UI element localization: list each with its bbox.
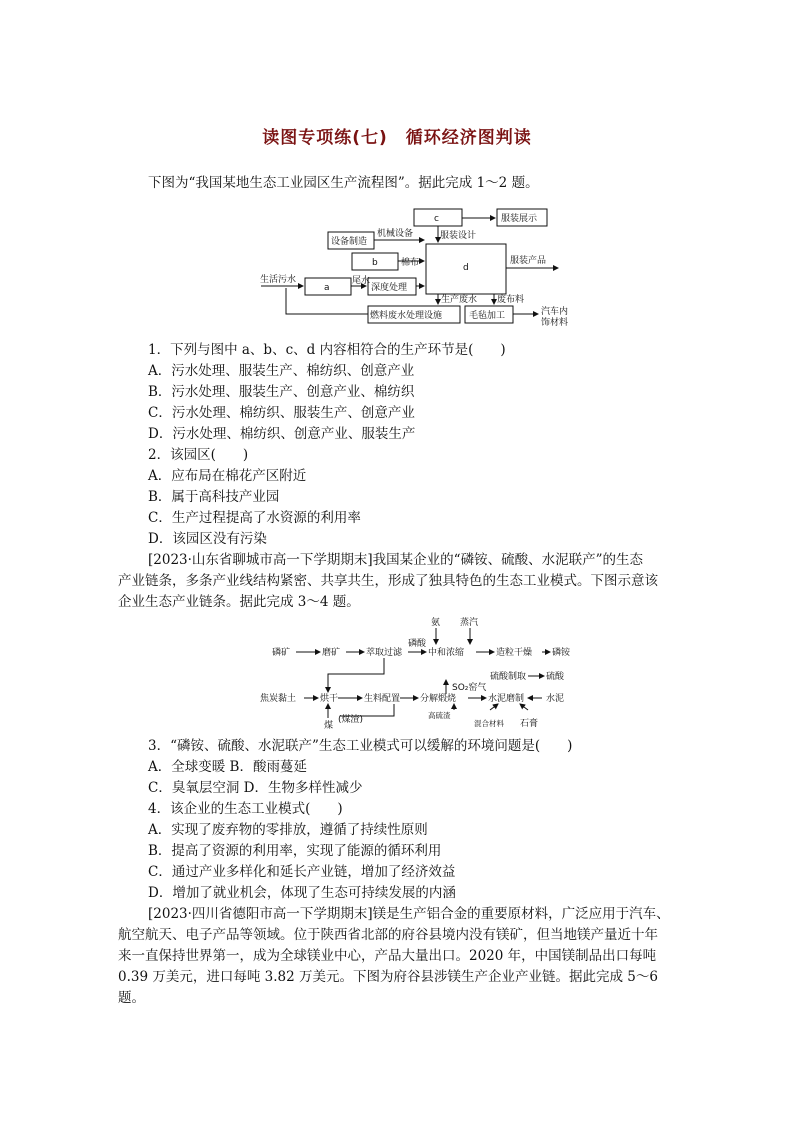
node-fuel-wastewater-facility: 燃料废水处理设施: [370, 311, 443, 321]
q3-options-cd: C．臭氧层空洞 D．生物多样性减少: [148, 780, 363, 796]
q1-option-c: C．污水处理、棉纺织、服装生产、创意产业: [148, 405, 415, 421]
intro-3-line-5: 题。: [118, 990, 145, 1006]
label-steam: 蒸汽: [460, 618, 479, 628]
q4-option-b: B．提高了资源的利用率，实现了能源的循环利用: [148, 843, 442, 859]
label-machinery-equip: 机械设备: [377, 229, 414, 239]
intro-3-line-2: 航空航天、电子产品等领域。位于陕西省北部的府谷县境内没有镁矿，但当地镁产量近十年: [118, 927, 658, 943]
q4-option-a: A．实现了废弃物的零排放，遵循了持续性原则: [148, 822, 428, 838]
node-felt-processing: 毛毡加工: [469, 311, 506, 321]
intro-3-line-3: 来一直保持世界第一，成为全球镁业中心，产品大量出口。2020 年，中国镁制品出口每吨: [118, 948, 657, 964]
label-cotton-cloth: 棉布: [401, 258, 420, 268]
q2-stem: 2．该园区( ): [148, 447, 249, 463]
eco-industrial-park-diagram: [258, 206, 578, 331]
q2-option-c: C．生产过程提高了水资源的利用率: [148, 510, 361, 526]
node-drying: 烘干: [320, 694, 339, 704]
q4-stem: 4．该企业的生态工业模式( ): [148, 801, 343, 817]
q2-option-d: D．该园区没有污染: [148, 531, 267, 547]
node-decomposition-calcination: 分解煅烧: [420, 694, 457, 704]
label-car-interior-2: 饰材料: [541, 318, 569, 328]
label-so2-gas: SO₂窑气: [452, 683, 487, 693]
node-raw-material-mix: 生料配置: [364, 694, 401, 704]
label-production-wastewater: 生产废水: [441, 295, 478, 305]
node-cement: 水泥: [546, 694, 565, 704]
intro-3-line-1: [2023·四川省德阳市高一下学期期末]镁是生产铝合金的重要原材料，广泛应用于汽车、: [148, 906, 670, 922]
node-sulfuric-acid: 硫酸: [546, 672, 565, 682]
node-a: a: [324, 283, 330, 293]
node-cement-grinding: 水泥磨制: [488, 694, 525, 704]
node-deep-treatment: 深度处理: [371, 283, 408, 293]
node-granulate-dry: 造粒干燥: [496, 648, 533, 658]
q3-stem: 3．“磷铵、硫酸、水泥联产”生态工业模式可以缓解的环境问题是( ): [148, 738, 573, 754]
intro-2-line-2: 产业链条，多条产业线结构紧密、共享共生，形成了独具特色的生态工业模式。下图示意该: [118, 573, 658, 589]
node-ammonium-phosphate: 磷铵: [552, 648, 571, 658]
node-coke-clay: 焦炭黏土: [260, 694, 297, 704]
label-car-interior-1: 汽车内: [541, 307, 569, 317]
node-b: b: [372, 258, 378, 268]
node-machinery-mfg: 设备制造: [331, 237, 368, 247]
label-coal-slag: (煤渣): [338, 715, 364, 725]
node-extraction-filter: 萃取过滤: [366, 648, 403, 658]
q1-stem: 1．下列与图中 a、b、c、d 内容相符合的生产环节是( ): [148, 342, 506, 358]
label-clothing-products: 服装产品: [510, 256, 547, 266]
q1-option-b: B．污水处理、服装生产、创意产业、棉纺织: [148, 384, 415, 400]
label-domestic-sewage: 生活污水: [260, 275, 297, 285]
node-grinding: 磨矿: [322, 648, 341, 658]
node-coal: 煤: [324, 721, 334, 731]
label-ammonia: 氨: [431, 618, 441, 628]
label-mixed-material: 混合材料: [474, 719, 504, 728]
q1-option-a: A．污水处理、服装生产、棉纺织、创意产业: [148, 363, 415, 379]
node-clothing-show: 服装展示: [501, 214, 538, 224]
node-c: c: [434, 214, 439, 224]
intro-3-line-4: 0.39 万美元，进口每吨 3.82 万美元。下图为府谷县涉镁生产企业产业链。据此完成 5～6: [118, 969, 658, 985]
intro-1: 下图为“我国某地生态工业园区生产流程图”。据此完成 1～2 题。: [148, 175, 539, 191]
q4-option-c: C．通过产业多样化和延长产业链，增加了经济效益: [148, 864, 456, 880]
label-waste-cloth: 废布料: [497, 295, 525, 305]
node-gypsum: 石膏: [520, 719, 539, 729]
label-tail-water: 尾水: [352, 276, 371, 286]
q1-option-d: D．污水处理、棉纺织、创意产业、服装生产: [148, 426, 416, 442]
q2-option-a: A．应布局在棉花产区附近: [148, 468, 307, 484]
intro-2-line-3: 企业生态产业链条。据此完成 3～4 题。: [118, 594, 360, 610]
q4-option-d: D．增加了就业机会，体现了生态可持续发展的内涵: [148, 885, 456, 901]
label-clothing-design: 服装设计: [440, 231, 477, 241]
node-neutralize-concentrate: 中和浓缩: [428, 648, 465, 658]
node-d: d: [463, 263, 469, 273]
label-high-sulfur-slag: 高硫渣: [428, 711, 451, 720]
q3-options-ab: A．全球变暖 B．酸雨蔓延: [148, 759, 307, 775]
node-phosphate-ore: 磷矿: [272, 648, 291, 658]
node-sulfuric-production: 硫酸制取: [490, 672, 527, 682]
label-phosphoric-acid: 磷酸: [408, 639, 427, 649]
eco-industrial-chain-diagram: [258, 614, 578, 732]
intro-2-line-1: [2023·山东省聊城市高一下学期期末]我国某企业的“磷铵、硫酸、水泥联产”的生态: [148, 552, 643, 568]
page-title: 读图专项练(七) 循环经济图判读: [262, 128, 532, 148]
q2-option-b: B．属于高科技产业园: [148, 489, 280, 505]
